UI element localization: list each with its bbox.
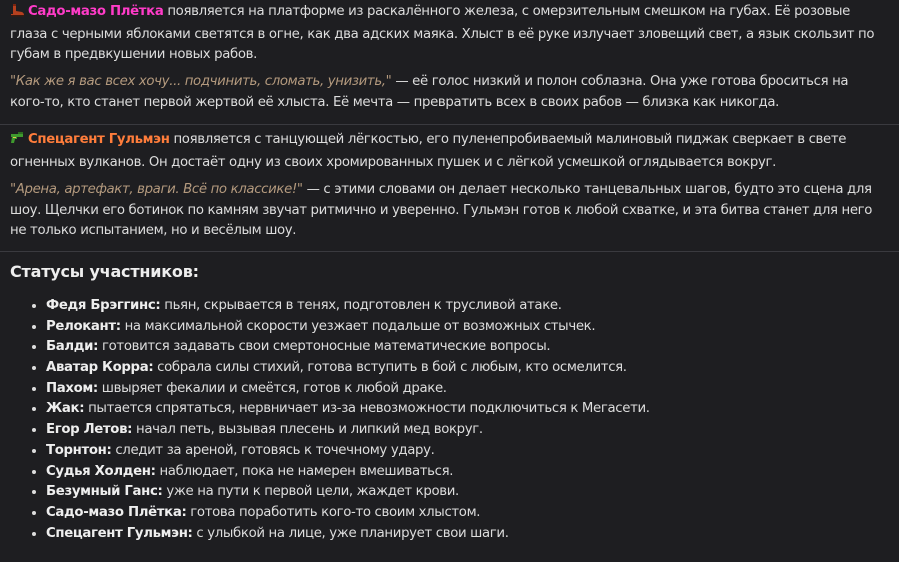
list-item [46,337,886,358]
list-item [46,296,886,317]
divider [0,124,899,125]
status-heading: Статусы участников: [10,262,199,281]
participant-name: Судья Холден: [46,463,156,479]
participant-status: с улыбкой на лице, уже планирует свои шаги. [192,525,509,541]
list-item [46,462,886,483]
message-intro-pletka [10,2,886,66]
character-name: Садо-мазо Плётка [28,4,164,19]
list-item [46,482,886,503]
message-intro-gulman [10,130,886,173]
message-text: появляется с танцующей лёгкостью, его пуленепробиваемый малиновый пиджак сверкает в свете огненных вулканов. Он достаёт одну из своих хромированных пушек и с лёгкой усмешкой оглядывается вокруг. [10,132,847,170]
participant-name: Садо-мазо Плётка: [46,504,187,520]
participant-status: на максимальной скорости уезжает подальше от возможных стычек. [120,318,596,334]
divider [0,251,899,252]
participant-status: готовится задавать свои смертоносные математические вопросы. [98,339,551,355]
status-list [30,296,886,544]
participant-name: Релокант: [46,318,121,334]
message-text: — её голос низкий и полон соблазна. Она уже готова броситься на кого-то, кто станет первой жертвой её хлыста. Её мечта — превратить всех в своих рабов — близка как никогда. [10,74,849,110]
participant-status: готова поработить кого-то своим хлыстом. [186,504,481,520]
participant-status: пьян, скрывается в тенях, подготовлен к трусливой атаке. [160,298,562,313]
quote-text: "Как же я вас всех хочу... подчинить, сломать, унизить," [10,74,392,89]
participant-name: Торнтон: [46,442,112,458]
gun-icon [10,131,25,153]
list-item [46,420,886,441]
list-item [46,317,886,338]
character-name: Спецагент Гульмэн [28,132,170,147]
participant-name: Жак: [46,401,85,417]
message-text: — с этими словами он делает несколько танцевальных шагов, будто это сцена для шоу. Щелчки его ботинок по камням звучат ритмично и уверенно. Гульмэн готов к любой схватке, и эта битва станет для него не только испытанием, но и весёлым шоу. [10,182,873,239]
participant-name: Егор Летов: [46,422,133,438]
message-text: появляется на платформе из раскалённого железа, с омерзительным смешком на губах. Её розовые глаза с черными яблоками светятся в огне, как два адских маяка. Хлыст в её руке излучает зловещий свет, а язык скользит по губам в предвкушении новых рабов. [10,4,875,63]
list-item [46,441,886,462]
list-item [46,358,886,379]
list-item [46,399,886,420]
participant-status: уже на пути к первой цели, жаждет крови. [162,484,459,500]
boot-icon [10,3,25,25]
list-item [46,524,886,545]
list-item [46,503,886,524]
participant-name: Безумный Ганс: [46,484,163,500]
participant-name: Пахом: [46,380,98,396]
quote-text: "Арена, артефакт, враги. Всё по классике!" [10,182,303,197]
list-item [46,379,886,400]
participant-status: начал петь, вызывая плесень и липкий мед вокруг. [132,422,483,438]
participant-status: пытается спрятаться, нервничает из-за невозможности подключиться к Мегасети. [84,401,650,417]
participant-status: швыряет фекалии и смеётся, готов к любой драке. [97,380,447,396]
participant-status: наблюдает, пока не намерен вмешиваться. [155,463,454,479]
participant-name: Спецагент Гульмэн: [46,525,193,541]
message-quote-pletka [10,72,886,113]
participant-name: Балди: [46,339,99,355]
participant-status: собрала силы стихий, готова вступить в бой с любым, кто осмелится. [153,360,627,376]
message-quote-gulman [10,180,886,242]
participant-name: Федя Брэггинс: [46,298,161,313]
participant-status: следит за ареной, готовясь к точечному удару. [111,442,435,458]
participant-name: Аватар Корра: [46,360,154,376]
